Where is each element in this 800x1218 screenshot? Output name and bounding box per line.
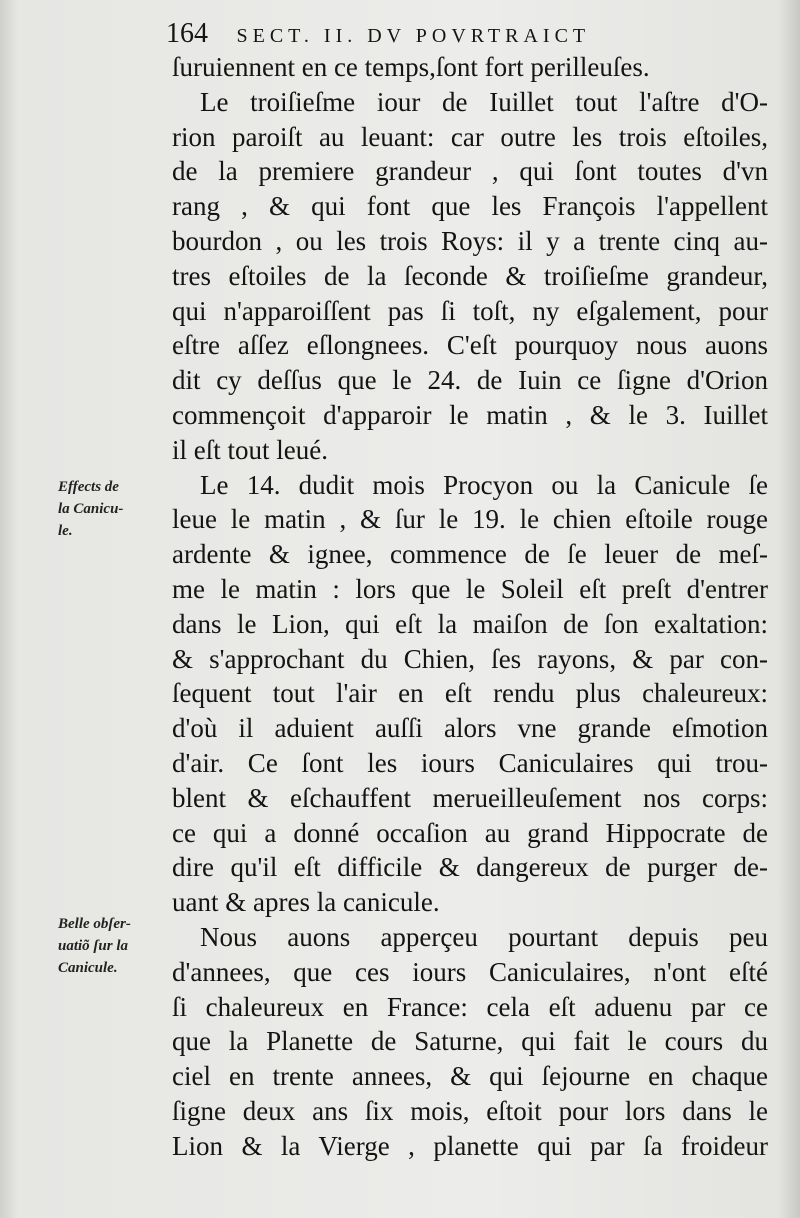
text-line: rion paroiſt au leuant: car outre les trois eſtoiles, (172, 121, 768, 152)
text-line: leue le matin , & ſur le 19. le chien eſtoile rouge (172, 504, 768, 535)
text-line: uant & apres la canicule. (172, 887, 440, 918)
text-line: qui n'apparoiſſent pas ſi toſt, ny eſgalement, pour (172, 295, 768, 326)
text-line: Nous auons apperçeu pourtant depuis peu (200, 921, 768, 952)
text-line: de la premiere grandeur , qui ſont toutes d'vn (172, 156, 768, 187)
text-line: blent & eſchauffent merueilleuſement nos corps: (172, 782, 768, 813)
text-line: ſuruiennent en ce temps,ſont fort perilleuſes. (172, 52, 650, 82)
margin-note-line: uatiõ ſur la (58, 938, 129, 954)
text-line: me le matin : lors que le Soleil eſt preſt d'entrer (172, 573, 768, 604)
page-number: 164 (166, 18, 208, 49)
body-text (172, 50, 768, 1164)
text-line: ce qui a donné occaſion au grand Hippocrate de (172, 817, 768, 848)
text-line: d'où il aduient auſſi alors vne grande eſmotion (172, 713, 768, 744)
text-line: ciel en trente annees, & qui ſejourne en chaque (172, 1061, 768, 1092)
text-line: ſigne deux ans ſix mois, eſtoit pour lors dans le (172, 1095, 768, 1126)
margin-note-line: le. (58, 523, 73, 539)
text-line: eſtre aſſez eſlongnees. C'eſt pourquoy nous auons (172, 330, 768, 361)
text-line: Le 14. dudit mois Procyon ou la Canicule ſe (200, 469, 768, 500)
text-line: dire qu'il eſt difficile & dangereux de purger de- (172, 852, 768, 883)
text-line: il eſt tout leué. (172, 434, 328, 465)
margin-note-belle-observation (58, 913, 170, 979)
text-line: que la Planette de Saturne, qui fait le cours du (172, 1026, 768, 1057)
text-line: & s'approchant du Chien, ſes rayons, & par con- (172, 643, 768, 674)
section-title: SECT. II. DV POVRTRAICT (236, 25, 591, 47)
text-line: d'air. Ce ſont les iours Caniculaires qui trou- (172, 747, 768, 778)
text-line: commençoit d'apparoir le matin , & le 3. Iuillet (172, 399, 768, 430)
text-line: ſi chaleureux en France: cela eſt aduenu par ce (172, 991, 768, 1022)
margin-note-line: Effects de (58, 479, 119, 495)
text-line: d'annees, que ces iours Caniculaires, n'ont eſté (172, 956, 768, 987)
text-line: dit cy deſſus que le 24. de Iuin ce ſigne d'Orion (172, 365, 768, 396)
margin-note-line: Canicule. (58, 960, 118, 976)
text-line: rang , & qui font que les François l'appellent (172, 191, 768, 222)
text-line: dans le Lion, qui eſt la maiſon de ſon exaltation: (172, 608, 768, 639)
margin-note-effects-canicule (58, 476, 170, 542)
page-edge-shadow (778, 0, 800, 1218)
text-line: ſequent tout l'air en eſt rendu plus chaleureux: (172, 678, 768, 709)
text-line: ardente & ignee, commence de ſe leuer de meſ- (172, 539, 768, 570)
text-line: Lion & la Vierge , planette qui par ſa froideur (172, 1130, 768, 1161)
text-line: Le troiſieſme iour de Iuillet tout l'aſtre d'O- (200, 86, 768, 117)
text-line: bourdon , ou les trois Roys: il y a trente cinq au- (172, 225, 768, 256)
margin-note-line: Belle obſer- (58, 916, 131, 932)
text-line: tres eſtoiles de la ſeconde & troiſieſme grandeur, (172, 260, 768, 291)
margin-note-line: la Canicu- (58, 501, 124, 517)
